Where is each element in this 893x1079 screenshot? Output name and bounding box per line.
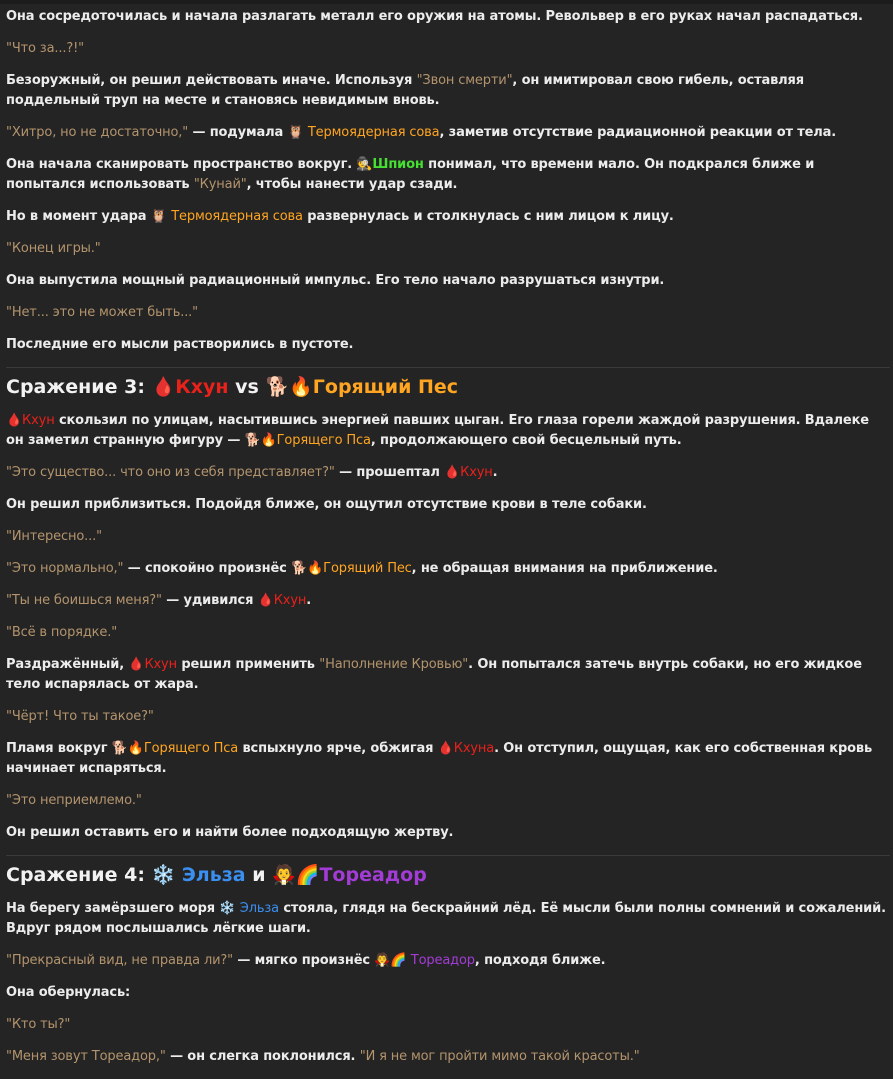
paragraph: "Это существо... что оно из себя представляет?" — прошептал 🩸Кхун. [6, 465, 498, 480]
paragraph: На берегу замёрзшего моря ❄️ Эльза стояла, глядя на бескрайний лёд. Её мысли были полны сомнений и сожалений. Вдруг рядом послышались лёгкие шаги. [6, 901, 886, 936]
paragraph: "Ты не боишься меня?" — удивился 🩸Кхун. [6, 593, 312, 608]
paragraph: 🩸Кхун скользил по улицам, насытившись энергией павших цыган. Его глаза горели жаждой разрушения. Вдалеке он заметил странную фигуру — 🐕🔥Горящего Пса, продолжающего свой бесцельный путь. [6, 413, 869, 448]
quote: "Кто ты?" [6, 1017, 71, 1032]
ability-blood-fill: "Наполнение Кровью" [319, 657, 469, 672]
vampire-rainbow-icon: 🧛🌈 [374, 953, 407, 968]
character-burning-dog: Горящего Пса [143, 741, 239, 756]
burning-dog-icon: 🐕🔥 [265, 376, 313, 398]
character-owl: Термоядерная сова [171, 209, 303, 224]
fighter-elsa: Эльза [181, 864, 246, 886]
character-khun: Кхун [144, 657, 177, 672]
character-khun: Кхуна [453, 741, 495, 756]
paragraph: Он решил приблизиться. Подойдя ближе, он ощутил отсутствие крови в теле собаки. [6, 497, 647, 512]
blood-drop-icon: 🩸 [257, 593, 274, 608]
burning-dog-icon: 🐕🔥 [244, 433, 277, 448]
quote: "Всё в порядке." [6, 625, 118, 640]
character-owl: Термоядерная сова [307, 125, 440, 140]
blood-drop-icon: 🩸 [128, 657, 145, 672]
battle-4-heading: Сражение 4: ❄️ Эльза и 🧛🌈Тореадор [6, 855, 890, 887]
owl-icon: 🦉 [287, 125, 304, 140]
paragraph: "Прекрасный вид, не правда ли?" — мягко произнёс 🧛🌈 Тореадор, подходя ближе. [6, 953, 606, 968]
paragraph: Пламя вокруг 🐕🔥Горящего Пса вспыхнуло ярче, обжигая 🩸Кхуна. Он отступил, ощущая, как его собственная кровь начинает испаряться. [6, 741, 873, 776]
character-khun: Кхун [460, 465, 493, 480]
paragraph: Раздражённый, 🩸Кхун решил применить "Наполнение Кровью". Он попытался затечь внутрь собаки, но его жидкое тело испарялась от жара. [6, 657, 862, 692]
quote: "Это неприемлемо." [6, 793, 142, 808]
burning-dog-icon: 🐕🔥 [111, 741, 144, 756]
fighter-burning-dog: Горящий Пес [312, 376, 459, 398]
character-spy: Шпион [372, 157, 424, 172]
character-burning-dog: Горящий Пес [323, 561, 412, 576]
fighter-toreador: Тореадор [319, 864, 427, 886]
blood-drop-icon: 🩸 [444, 465, 461, 480]
paragraph: Она выпустила мощный радиационный импульс. Его тело начало разрушаться изнутри. [6, 273, 665, 288]
blood-drop-icon: 🩸 [437, 741, 454, 756]
paragraph: "Это нормально," — спокойно произнёс 🐕🔥Горящий Пес, не обращая внимания на приближение. [6, 561, 718, 576]
snowflake-icon: ❄️ [151, 864, 176, 886]
snowflake-icon: ❄️ [219, 901, 236, 916]
paragraph: Она начала сканировать пространство вокруг. 🕵Шпион понимал, что времени мало. Он подкрался ближе и попытался использовать "Кунай", чтобы нанести удар сзади. [6, 157, 815, 192]
paragraph: Она обернулась: [6, 985, 131, 1000]
paragraph: "Меня зовут Тореадор," — он слегка поклонился. "И я не мог пройти мимо такой красоты." [6, 1049, 640, 1064]
quote: "Конец игры." [6, 241, 101, 256]
paragraph: Но в момент удара 🦉 Термоядерная сова развернулась и столкнулась с ним лицом к лицу. [6, 209, 674, 224]
fighter-khun: Кхун [175, 376, 229, 398]
battle-3-heading: Сражение 3: 🩸Кхун vs 🐕🔥Горящий Пес [6, 367, 890, 399]
blood-drop-icon: 🩸 [151, 376, 176, 398]
burning-dog-icon: 🐕🔥 [291, 561, 324, 576]
quote: "Что за...?!" [6, 41, 84, 56]
paragraph: Он решил оставить его и найти более подходящую жертву. [6, 825, 454, 840]
spy-icon: 🕵 [356, 157, 373, 172]
character-khun: Кхун [273, 593, 307, 608]
quote: "Интересно..." [6, 529, 102, 544]
paragraph: Последние его мысли растворились в пустоте. [6, 337, 354, 352]
character-toreador: Тореадор [410, 953, 475, 968]
paragraph: Безоружный, он решил действовать иначе. Используя "Звон смерти", он имитировал свою гибель, оставляя поддельный труп на месте и становясь невидимым вновь. [6, 73, 804, 108]
blood-drop-icon: 🩸 [6, 413, 23, 428]
vampire-rainbow-icon: 🧛🌈 [272, 864, 320, 886]
top-toolbar-edge [0, 0, 893, 4]
story-content [6, 7, 890, 1079]
character-burning-dog: Горящего Пса [276, 433, 371, 448]
paragraph: "Хитро, но не достаточно," — подумала 🦉 Термоядерная сова, заметив отсутствие радиационной реакции от тела. [6, 125, 837, 140]
character-elsa: Эльза [239, 901, 279, 916]
ability-death-ringer: "Звон смерти" [416, 73, 513, 88]
quote: "Чёрт! Что ты такое?" [6, 709, 154, 724]
quote: "Нет... это не может быть..." [6, 305, 198, 320]
owl-icon: 🦉 [150, 209, 167, 224]
ability-kunai: "Кунай" [193, 177, 247, 192]
paragraph: Она сосредоточилась и начала разлагать металл его оружия на атомы. Револьвер в его руках начал распадаться. [6, 9, 863, 24]
character-khun: Кхун [22, 413, 55, 428]
